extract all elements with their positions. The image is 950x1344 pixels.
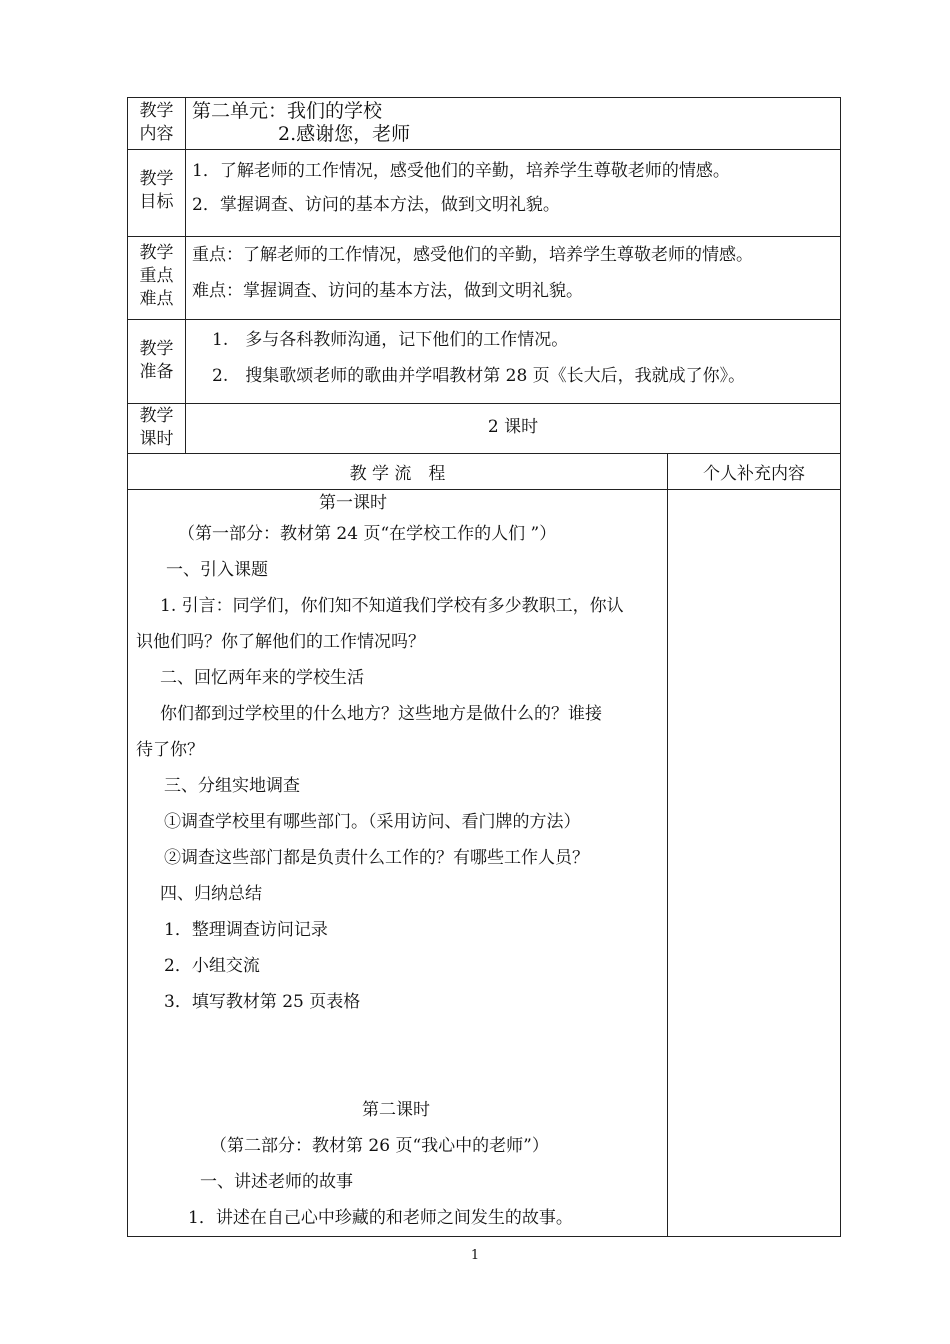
- flow-text: 3．填写教材第 25 页表格: [164, 992, 361, 1012]
- row-class-hours: [128, 404, 841, 454]
- lesson-title: 2.感谢您，老师: [278, 123, 411, 145]
- section-heading: 三、分组实地调查: [164, 776, 300, 796]
- supplement-cell: [668, 490, 841, 1237]
- flow-text: ①调查学校里有哪些部门。（采用访问、看门牌的方法）: [164, 812, 581, 832]
- row-flow-header: [128, 454, 841, 490]
- flow-text: ②调查这些部门都是负责什么工作的？有哪些工作人员？: [164, 848, 589, 868]
- label-teaching-content: [128, 98, 186, 150]
- label-text: 教学: [139, 169, 174, 189]
- teaching-goals-cell: [186, 150, 841, 237]
- section-heading: 一、讲述老师的故事: [200, 1172, 353, 1192]
- focus-text: 重点：了解老师的工作情况，感受他们的辛勤，培养学生尊敬老师的情感。: [192, 245, 753, 265]
- flow-text: 1. 引言：同学们，你们知不知道我们学校有多少教职工，你认: [160, 596, 624, 616]
- section-heading: 四、归纳总结: [160, 884, 262, 904]
- flow-text: 待了你？: [136, 740, 204, 760]
- label-key-points: [128, 237, 186, 320]
- preparation-item: 2. 搜集歌颂老师的歌曲并学唱教材第 28 页《长大后，我就成了你》。: [212, 366, 746, 386]
- lesson-plan-table: [127, 97, 841, 1237]
- difficulty-text: 难点：掌握调查、访问的基本方法，做到文明礼貌。: [192, 281, 583, 301]
- label-text: 教学: [139, 339, 174, 359]
- supplement-header: 个人补充内容: [668, 454, 841, 490]
- label-text: 重点: [139, 266, 174, 286]
- preparation-item: 1. 多与各科教师沟通，记下他们的工作情况。: [212, 330, 569, 350]
- row-teaching-goals: [128, 150, 841, 237]
- goal-item: 1．了解老师的工作情况，感受他们的辛勤，培养学生尊敬老师的情感。: [192, 161, 730, 181]
- lesson-heading: 第一课时: [319, 493, 387, 513]
- flow-text: 2．小组交流: [164, 956, 260, 976]
- label-class-hours: [128, 404, 186, 454]
- class-hours-value: 2 课时: [186, 404, 841, 454]
- row-preparation: [128, 320, 841, 404]
- label-text: 内容: [139, 124, 174, 144]
- label-preparation: [128, 320, 186, 404]
- flow-text: 1．讲述在自己心中珍藏的和老师之间发生的故事。: [188, 1208, 573, 1228]
- row-key-points: [128, 237, 841, 320]
- label-text: 教学: [139, 243, 174, 263]
- flow-text: 1．整理调查访问记录: [164, 920, 328, 940]
- label-teaching-goals: [128, 150, 186, 237]
- lesson-heading: 第二课时: [362, 1100, 430, 1120]
- unit-title: 第二单元：我们的学校: [192, 100, 383, 122]
- lesson-subheading: （第一部分：教材第 24 页“在学校工作的人们 ”）: [178, 524, 557, 544]
- teaching-content-cell: [186, 98, 841, 150]
- flow-body: [128, 490, 668, 1237]
- lesson-subheading: （第二部分：教材第 26 页“我心中的老师”）: [210, 1136, 549, 1156]
- label-text: 目标: [139, 192, 174, 212]
- goal-item: 2．掌握调查、访问的基本方法，做到文明礼貌。: [192, 195, 560, 215]
- flow-text: 你们都到过学校里的什么地方？这些地方是做什么的？谁接: [160, 704, 602, 724]
- preparation-cell: [186, 320, 841, 404]
- label-text: 教学: [139, 406, 174, 426]
- key-points-cell: [186, 237, 841, 320]
- row-teaching-content: [128, 98, 841, 150]
- row-flow-body: [128, 490, 841, 1237]
- page-number: 1: [470, 1248, 480, 1263]
- label-text: 准备: [139, 362, 174, 382]
- flow-header: 教 学 流 程: [128, 454, 668, 490]
- label-text: 课时: [139, 429, 174, 449]
- section-heading: 一、引入课题: [166, 560, 268, 580]
- label-text: 难点: [139, 289, 174, 309]
- label-text: 教学: [139, 101, 174, 121]
- flow-text: 识他们吗？你了解他们的工作情况吗？: [136, 632, 425, 652]
- section-heading: 二、回忆两年来的学校生活: [160, 668, 364, 688]
